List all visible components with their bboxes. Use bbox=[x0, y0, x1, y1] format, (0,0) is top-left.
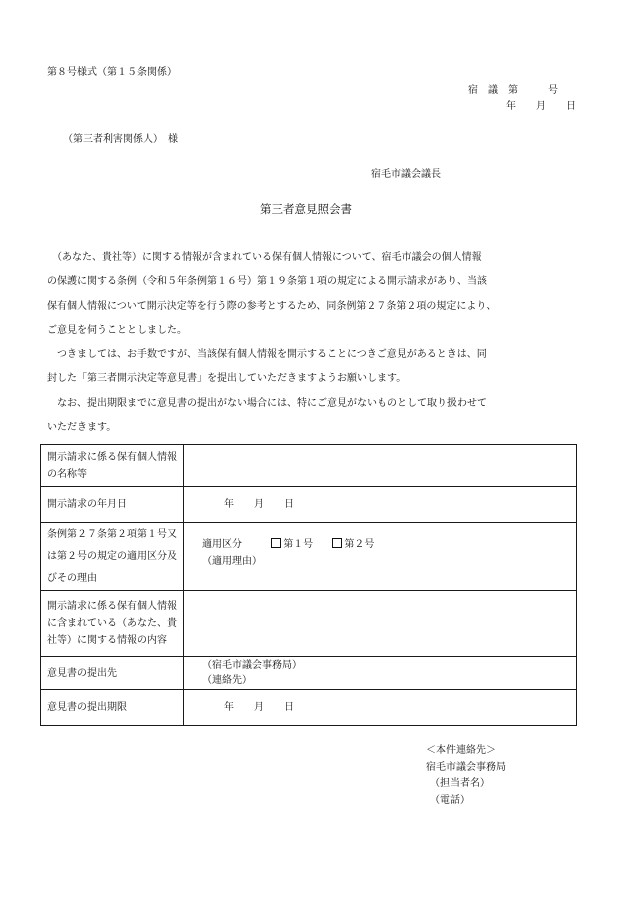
reason-label: （適用理由） bbox=[202, 555, 262, 567]
table-row bbox=[41, 445, 577, 487]
form-number: 第８号様式（第１５条関係） bbox=[47, 67, 177, 78]
inquiry-table bbox=[40, 444, 577, 726]
contact-office: 宿毛市議会事務局 bbox=[426, 762, 506, 773]
document-title: 第三者意見照会書 bbox=[260, 202, 352, 216]
cell-label: 開示請求に係る保有個人情報に含まれている（あなた、貴社等）に関する情報の内容 bbox=[41, 591, 184, 657]
document-date: 年 月 日 bbox=[506, 101, 576, 112]
body-line: （あなた、貴社等）に関する情報が含まれている保有個人情報について、宿毛市議会の個人情報 bbox=[47, 252, 482, 263]
body-line: ご意見を伺うこととしました。 bbox=[47, 324, 187, 336]
addressee: （第三者利害関係人） 様 bbox=[63, 134, 178, 145]
cell-label: 意見書の提出先 bbox=[41, 657, 184, 690]
checkbox-icon[interactable] bbox=[271, 538, 281, 548]
cell-value-empty bbox=[184, 445, 577, 487]
body-line: 封した「第三者開示決定等意見書」を提出していただきますようお願いします。 bbox=[47, 373, 407, 385]
cell-value-empty bbox=[184, 591, 577, 657]
body-line: なお、提出期限までに意見書の提出がない場合には、特にご意見がないものとして取り扱わせて bbox=[47, 397, 487, 409]
destination-office: （宿毛市議会事務局） bbox=[202, 660, 302, 671]
document-number: 宿 議 第 号 bbox=[468, 85, 558, 96]
contact-phone: （電話） bbox=[430, 795, 470, 806]
destination-contact: （連絡先） bbox=[202, 675, 252, 686]
option-1-label: 第１号 bbox=[283, 538, 314, 550]
table-row bbox=[41, 657, 577, 690]
category-label: 適用区分 bbox=[202, 538, 242, 550]
contact-heading: ＜本件連絡先＞ bbox=[426, 745, 496, 756]
applicable-category-cell bbox=[184, 523, 577, 591]
table-row bbox=[41, 591, 577, 657]
table-row bbox=[41, 523, 577, 591]
sender: 宿毛市議会議長 bbox=[371, 169, 441, 180]
option-2-label: 第２号 bbox=[344, 538, 375, 550]
body-line: いただきます。 bbox=[47, 422, 117, 434]
cell-label: 意見書の提出期限 bbox=[41, 690, 184, 726]
table-row bbox=[41, 487, 577, 523]
contact-person: （担当者名） bbox=[430, 778, 490, 789]
table-row bbox=[41, 690, 577, 726]
body-line: 保有個人情報について開示決定等を行う際の参考とするため、同条例第２７条第２項の規定により、 bbox=[47, 300, 497, 312]
cell-label: 開示請求の年月日 bbox=[41, 487, 184, 523]
cell-label: 条例第２７条第２項第１号又は第２号の規定の適用区分及びその理由 bbox=[41, 523, 184, 591]
body-line: つきましては、お手数ですが、当該保有個人情報を開示することにつきご意見があるときは、同 bbox=[47, 349, 487, 361]
submission-destination-cell bbox=[184, 657, 577, 690]
checkbox-icon[interactable] bbox=[332, 538, 342, 548]
request-date-value: 年 月 日 bbox=[184, 487, 577, 523]
body-line: の保護に関する条例（令和５年条例第１６号）第１９条第１項の規定による開示請求があり、当該 bbox=[47, 276, 487, 288]
cell-label: 開示請求に係る保有個人情報の名称等 bbox=[41, 445, 184, 487]
deadline-value: 年 月 日 bbox=[184, 690, 577, 726]
body-text bbox=[47, 246, 587, 440]
